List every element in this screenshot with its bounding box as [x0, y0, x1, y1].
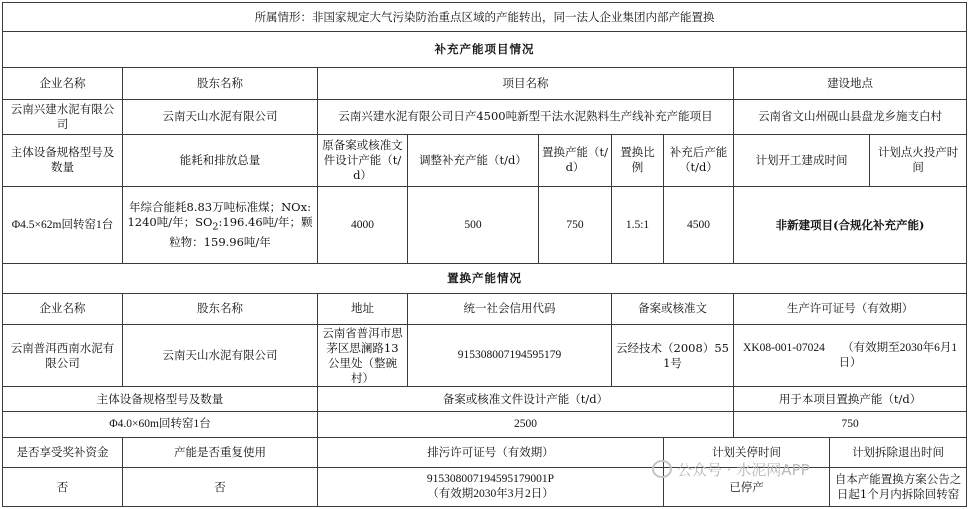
- replace-capacity-header: 置换产能（t/d）: [539, 135, 612, 187]
- original-capacity: 4000: [318, 186, 408, 263]
- reuse-value: 否: [123, 468, 318, 507]
- replacement-equipment: Φ4.0×60m回转窑1台: [3, 412, 318, 437]
- plan-demolish-header: 计划拆除退出时间: [830, 437, 967, 467]
- subsidy-value: 否: [3, 468, 123, 507]
- used-capacity-header: 用于本项目置换产能（t/d）: [734, 387, 967, 412]
- after-capacity-header: 补充后产能（t/d）: [664, 135, 734, 187]
- permit-validity: （有效期2030年3月2日）: [427, 488, 554, 501]
- replacement-shareholder: 云南天山水泥有限公司: [123, 325, 318, 387]
- ratio-header: 置换比例: [612, 135, 664, 187]
- replace-ratio: 1.5:1: [612, 186, 664, 263]
- plan-shutdown-header: 计划关停时间: [664, 437, 830, 467]
- design-capacity-header: 备案或核准文件设计产能（t/d）: [318, 387, 734, 412]
- production-license: XK08-001-07024 （有效期至2030年6月1日）: [734, 325, 967, 387]
- watermark-text: 公众号 · 水泥网APP: [677, 461, 810, 479]
- address-header: 地址: [318, 293, 408, 325]
- equipment-header: 主体设备规格型号及数量: [3, 135, 123, 187]
- energy-so2-subscript: 2: [212, 221, 219, 233]
- capacity-replacement-table: [2, 2, 967, 507]
- energy-line-1: 年综合能耗8.83万吨标准煤；NOx:1240吨/年；: [127, 200, 311, 230]
- replacement-equipment-header: 主体设备规格型号及数量: [3, 387, 318, 412]
- plan-start-header: 计划开工建成时间: [734, 135, 870, 187]
- replacement-section-title: 置换产能情况: [3, 264, 967, 293]
- replacement-shareholder-header: 股东名称: [123, 293, 318, 325]
- supplement-section-title: 补充产能项目情况: [3, 32, 967, 68]
- used-capacity: 750: [734, 412, 967, 437]
- supplement-location-header: 建设地点: [734, 68, 967, 100]
- plan-demolish-value: 自本产能置换方案公告之日起1个月内拆除回转窑: [830, 468, 967, 507]
- subsidy-header: 是否享受奖补资金: [3, 437, 123, 467]
- supplement-equipment: Φ4.5×62m回转窑1台: [3, 186, 123, 263]
- replacement-company-header: 企业名称: [3, 293, 123, 325]
- permit-header: 排污许可证号（有效期）: [318, 437, 664, 467]
- permit-value: [318, 468, 664, 507]
- energy-so2: SO: [195, 215, 213, 230]
- energy-header: 能耗和排放总量: [123, 135, 318, 187]
- supplement-project: 云南兴建水泥有限公司日产4500吨新型干法水泥熟料生产线补充产能项目: [318, 99, 734, 135]
- supplement-location: 云南省文山州砚山县盘龙乡施支白村: [734, 99, 967, 135]
- replace-capacity: 750: [539, 186, 612, 263]
- supplement-shareholder-header: 股东名称: [123, 68, 318, 100]
- supplement-company: 云南兴建水泥有限公司: [3, 99, 123, 135]
- credit-code: 915308007194595179: [408, 325, 612, 387]
- supplement-project-header: 项目名称: [318, 68, 734, 100]
- supplement-company-header: 企业名称: [3, 68, 123, 100]
- replacement-address: 云南省普洱市思茅区思澜路13公里处（整碗村）: [318, 325, 408, 387]
- plan-shutdown-value: 已停产: [664, 468, 830, 507]
- reuse-header: 产能是否重复使用: [123, 437, 318, 467]
- non-new-project-remark: 非新建项目(合规化补充产能): [734, 186, 967, 263]
- adjust-capacity: 500: [408, 186, 539, 263]
- energy-emissions: [123, 186, 318, 263]
- license-header: 生产许可证号（有效期）: [734, 293, 967, 325]
- after-capacity: 4500: [664, 186, 734, 263]
- supplement-shareholder: 云南天山水泥有限公司: [123, 99, 318, 135]
- credit-code-header: 统一社会信用代码: [408, 293, 612, 325]
- original-capacity-header: 原备案或核准文件设计产能（t/d）: [318, 135, 408, 187]
- replacement-company: 云南普洱西南水泥有限公司: [3, 325, 123, 387]
- permit-number: 915308007194595179001P: [426, 473, 555, 486]
- plan-ignite-header: 计划点火投产时间: [870, 135, 967, 187]
- energy-line-2: :196.46吨/年；颗粒物：159.96吨/年: [169, 215, 313, 249]
- design-capacity: 2500: [318, 412, 734, 437]
- approval-doc: 云经技术（2008）551号: [612, 325, 734, 387]
- header-note: 所属情形：非国家规定大气污染防治重点区域的产能转出，同一法人企业集团内部产能置换: [3, 3, 967, 32]
- adjust-capacity-header: 调整补充产能（t/d）: [408, 135, 539, 187]
- approval-doc-header: 备案或核准文: [612, 293, 734, 325]
